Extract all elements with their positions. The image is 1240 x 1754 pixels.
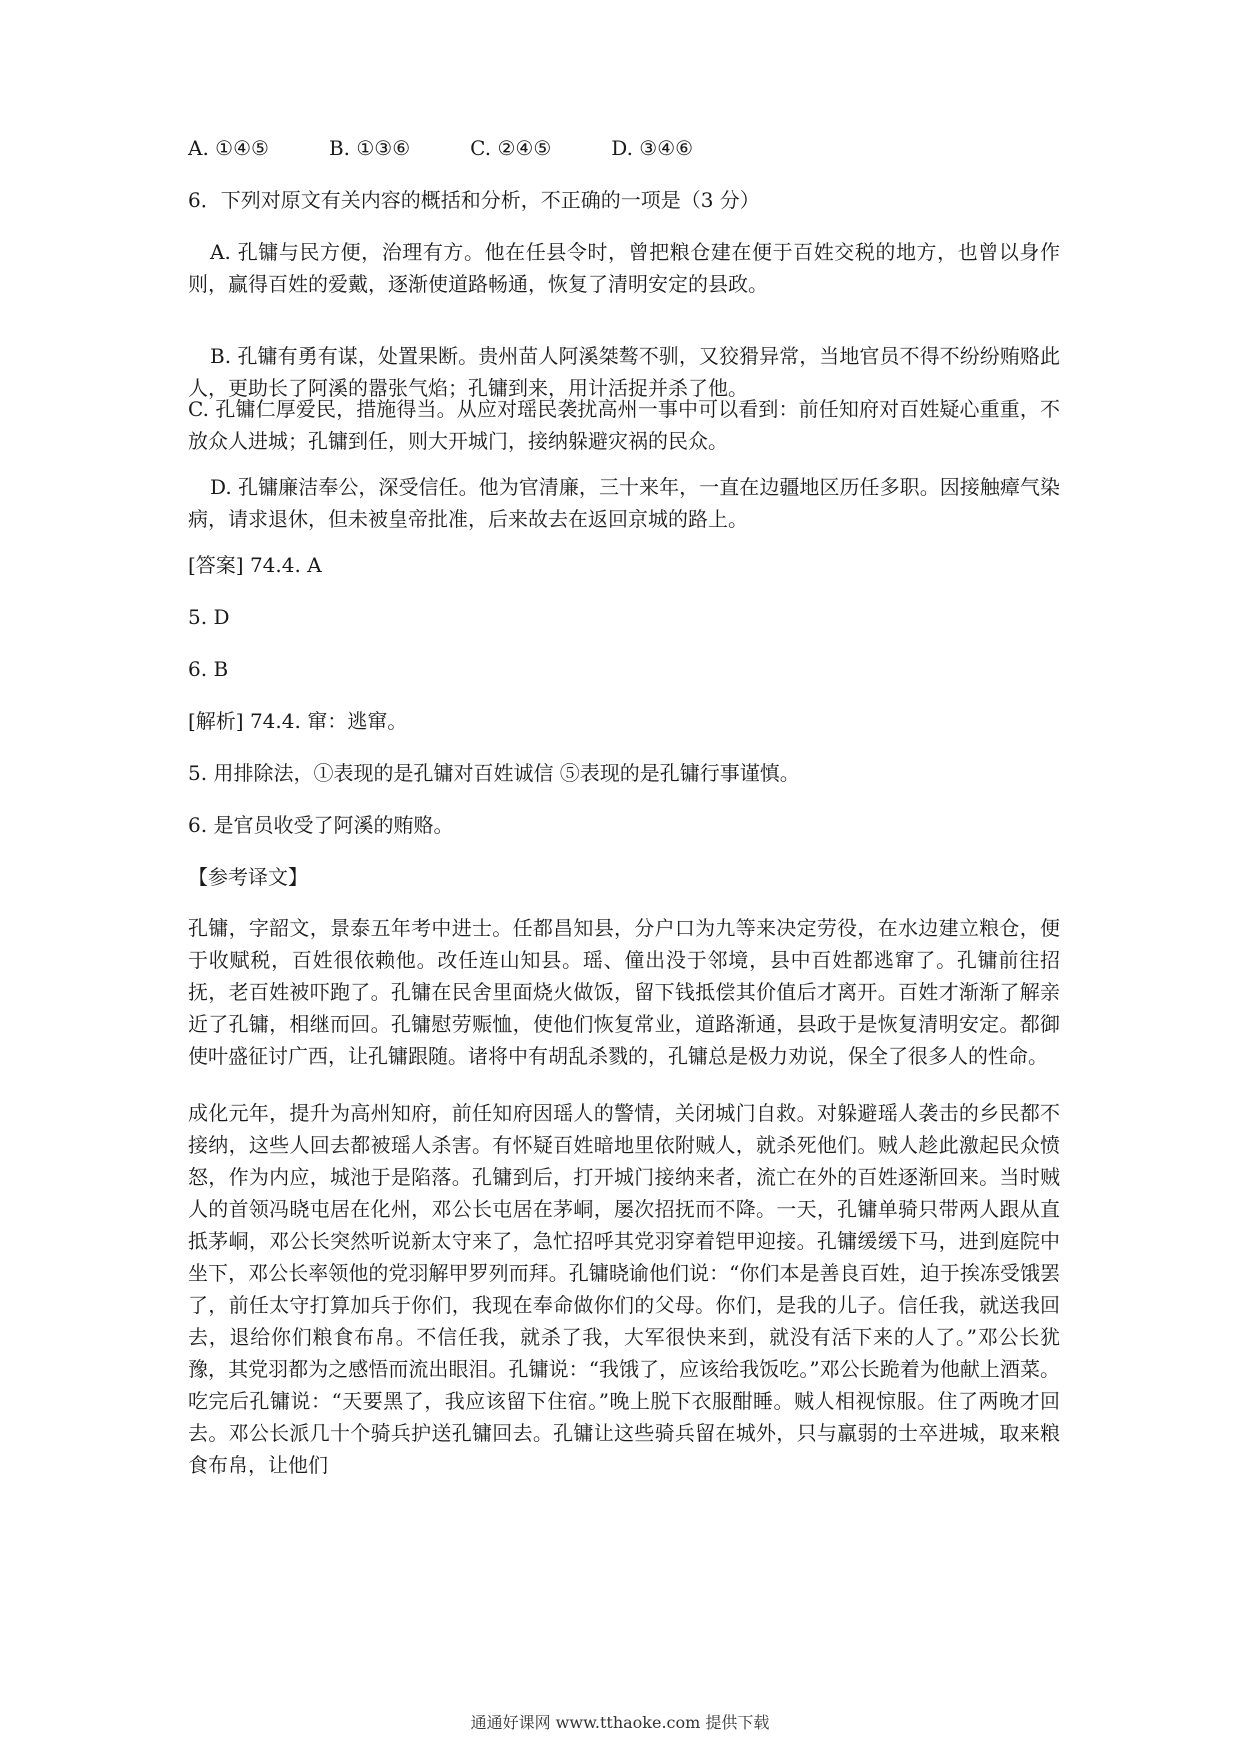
q6-choice-d: D. 孔镛廉洁奉公，深受信任。他为官清廉，三十来年，一直在边疆地区历任多职。因接触瘴气染病，请求退休，但未被皇帝批准，后来故去在返回京城的路上。 <box>188 475 1060 531</box>
q6-choice-c: C. 孔镛仁厚爱民，措施得当。从应对瑶民袭扰高州一事中可以看到：前任知府对百姓疑心重重，不放众人进城；孔镛到任，则大开城门，接纳躲避灾祸的民众。 <box>188 397 1060 453</box>
q6-choice-a: A. 孔镛与民方便，治理有方。他在任县令时，曾把粮仓建在便于百姓交税的地方，也曾以身作则，赢得百姓的爱戴，逐渐使道路畅通，恢复了清明安定的县政。 <box>188 240 1060 296</box>
analysis-line-3: 6. 是官员收受了阿溪的贿赂。 <box>188 813 454 837</box>
translation-paragraph-1: 孔镛，字韶文，景泰五年考中进士。任都昌知县，分户口为九等来决定劳役，在水边建立粮仓，便于收赋税，百姓很依赖他。改任连山知县。瑶、僮出没于邻境，县中百姓都逃窜了。孔镛前往招抚，老百姓被吓跑了。孔镛在民舍里面烧火做饭，留下钱抵偿其价值后才离开。百姓才渐渐了解亲近了孔镛，相继而回。孔镛慰劳赈恤，使他们恢复常业，道路渐通，县政于是恢复清明安定。都御使叶盛征讨广西，让孔镛跟随。诸将中有胡乱杀戮的，孔镛总是极力劝说，保全了很多人的性命。 <box>188 916 1060 1068</box>
q6-choice-b: B. 孔镛有勇有谋，处置果断。贵州苗人阿溪桀骜不驯，又狡猾异常，当地官员不得不纷纷贿赂此人，更助长了阿溪的嚣张气焰；孔镛到来，用计活捉并杀了他。 <box>188 344 1060 400</box>
analysis-line-2: 5. 用排除法，①表现的是孔镛对百姓诚信 ⑤表现的是孔镛行事谨慎。 <box>188 761 800 785</box>
q5-option-a: A. ①④⑤ <box>188 136 269 160</box>
analysis-line-1: [解析] 74.4. 窜：逃窜。 <box>188 709 408 733</box>
translation-paragraph-2: 成化元年，提升为高州知府，前任知府因瑶人的警情，关闭城门自救。对躲避瑶人袭击的乡民都不接纳，这些人回去都被瑶人杀害。有怀疑百姓暗地里依附贼人，就杀死他们。贼人趁此激起民众愤怒，作为内应，城池于是陷落。孔镛到后，打开城门接纳来者，流亡在外的百姓逐渐回来。当时贼人的首领冯晓屯居在化州，邓公长屯居在茅峒，屡次招抚而不降。一天，孔镛单骑只带两人跟从直抵茅峒，邓公长突然听说新太守来了，急忙招呼其党羽穿着铠甲迎接。孔镛缓缓下马，进到庭院中坐下，邓公长率领他的党羽解甲罗列而拜。孔镛晓谕他们说：“你们本是善良百姓，迫于挨冻受饿罢了，前任太守打算加兵于你们，我现在奉命做你们的父母。你们，是我的儿子。信任我，就送我回去，退给你们粮食布帛。不信任我，就杀了我，大军很快来到，就没有活下来的人了。”邓公长犹豫，其党羽都为之感悟而流出眼泪。孔镛说：“我饿了，应该给我饭吃。”邓公长跪着为他献上酒菜。吃完后孔镛说：“天要黑了，我应该留下住宿。”晚上脱下衣服酣睡。贼人相视惊服。住了两晚才回去。邓公长派几十个骑兵护送孔镛回去。孔镛让这些骑兵留在城外，只与羸弱的士卒进城，取来粮食布帛，让他们 <box>188 1101 1060 1477</box>
page-footer: 通通好课网 www.tthaoke.com 提供下载 <box>470 1713 770 1732</box>
q5-options <box>188 133 693 163</box>
answer-line-2: 5. D <box>188 605 230 629</box>
answer-line-3: 6. B <box>188 657 229 681</box>
q5-option-d: D. ③④⑥ <box>611 136 694 160</box>
translation-heading: 【参考译文】 <box>188 865 308 889</box>
answer-line-1: [答案] 74.4. A <box>188 553 322 577</box>
q5-option-b: B. ①③⑥ <box>328 136 411 160</box>
q6-stem: 6．下列对原文有关内容的概括和分析，不正确的一项是（3 分） <box>188 188 760 212</box>
q5-option-c: C. ②④⑤ <box>470 136 552 160</box>
